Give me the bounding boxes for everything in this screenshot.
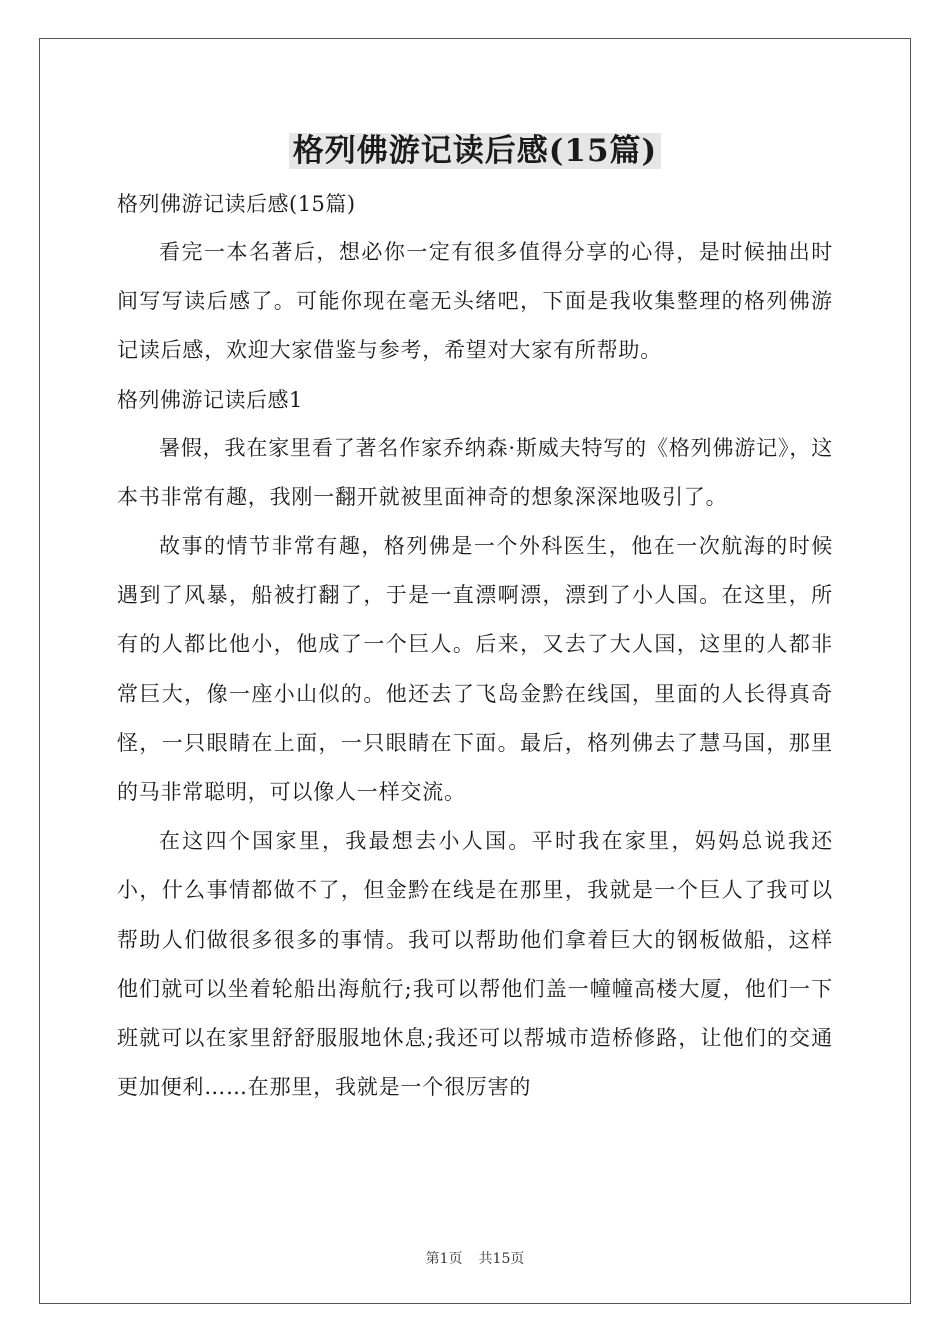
intro-paragraph: 看完一本名著后，想必你一定有很多值得分享的心得，是时候抽出时间写写读后感了。可能你现在毫无头绪吧，下面是我收集整理的格列佛游记读后感，欢迎大家借鉴与参考，希望对大家有所帮助。 — [117, 240, 833, 363]
section-heading: 格列佛游记读后感1 — [117, 387, 303, 412]
document-title-text: 格列佛游记读后感(15篇) — [289, 133, 661, 169]
body-paragraph-2: 故事的情节非常有趣，格列佛是一个外科医生，他在一次航海的时候遇到了风暴，船被打翻了，于是一直漂啊漂，漂到了小人国。在这里，所有的人都比他小，他成了一个巨人。后来，又去了大人国，这里的人都非常巨大，像一座小山似的。他还去了飞岛金黔在线国，里面的人长得真奇怪，一只眼睛在上面，一只眼睛在下面。最后，格列佛去了慧马国，那里的马非常聪明，可以像人一样交流。 — [117, 534, 833, 805]
body-paragraph-1: 暑假，我在家里看了著名作家乔纳森·斯威夫特写的《格列佛游记》，这本书非常有趣，我刚一翻开就被里面神奇的想象深深地吸引了。 — [117, 435, 833, 509]
page-total: 共15页 — [478, 1251, 525, 1267]
document-body — [117, 180, 833, 1112]
document-title — [0, 128, 950, 174]
body-paragraph-3: 在这四个国家里，我最想去小人国。平时我在家里，妈妈总说我还小，什么事情都做不了，但金黔在线是在那里，我就是一个巨人了我可以帮助人们做很多很多的事情。我可以帮助他们拿着巨大的钢板做船，这样他们就可以坐着轮船出海航行;我可以帮他们盖一幢幢高楼大厦，他们一下班就可以在家里舒舒服服地休息;我还可以帮城市造桥修路，让他们的交通更加便利……在那里，我就是一个很厉害的 — [117, 829, 833, 1100]
page-number: 第1页 — [425, 1251, 463, 1267]
document-subtitle: 格列佛游记读后感(15篇) — [117, 192, 356, 216]
page-footer — [0, 1248, 950, 1268]
